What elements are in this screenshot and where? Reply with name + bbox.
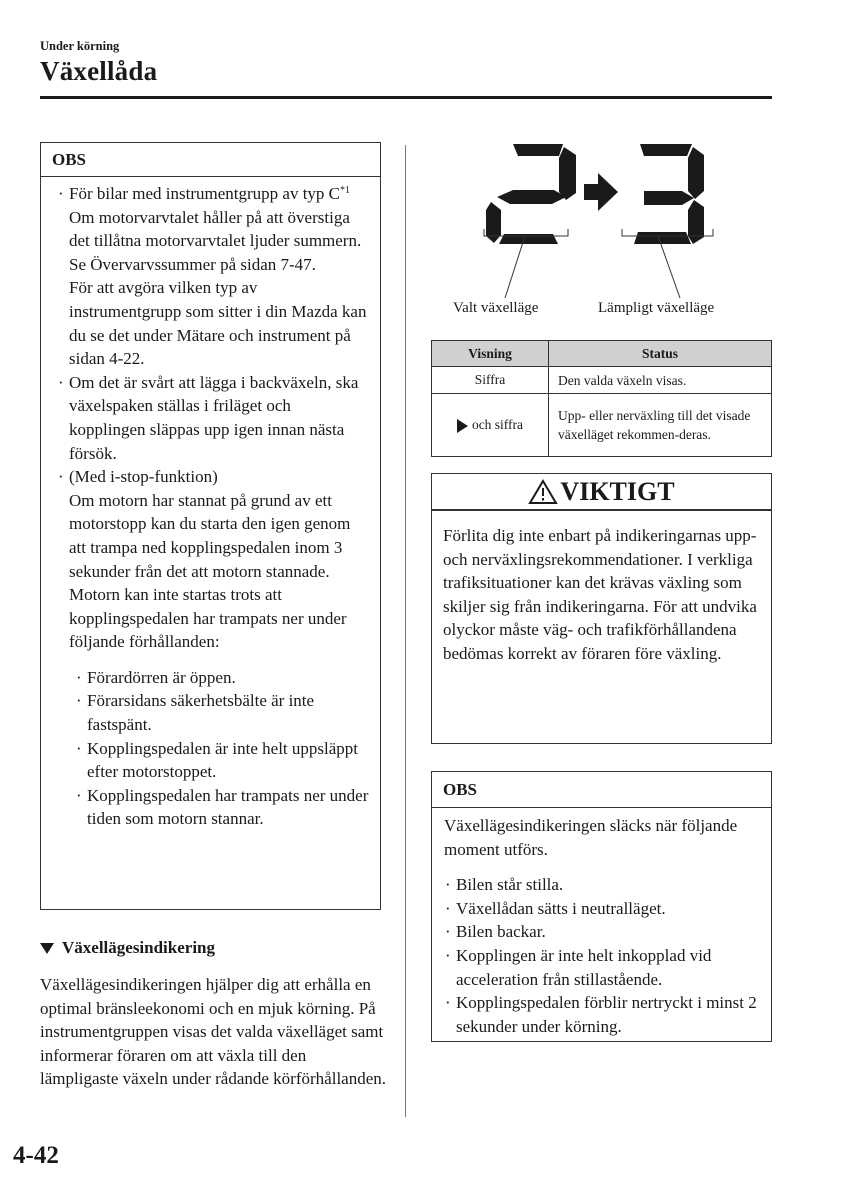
table-cell: Den valda växeln visas. <box>549 367 772 394</box>
page-title: Växellåda <box>40 56 158 86</box>
table-row <box>432 367 772 394</box>
page-number: 4-42 <box>13 1142 59 1169</box>
list-item: · Växellådan sätts i neutralläget. <box>444 897 760 921</box>
sub-list-item: · Kopplingspedalen är inte helt uppsläppt efter motorstoppet. <box>75 737 370 784</box>
sub-list <box>57 666 370 831</box>
status-table <box>431 340 772 457</box>
obs-list <box>444 873 760 1038</box>
list-item <box>57 371 370 465</box>
bullet-text: För att avgöra vilken typ av instrumentgrupp som sitter i din Mazda kan du se det under Mätare och instrument på sidan 4-22. <box>69 278 367 369</box>
list-item: · Kopplingspedalen förblir nertryckt i minst 2 sekunder under körning. <box>444 991 760 1038</box>
bullet-text: · Om det är svårt att lägga i backväxeln, ska växelspaken ställas i friläget och kopplingen släppas upp igen innan nästa försök. <box>69 372 359 463</box>
bullet-text: Om motorn har stannat på grund av ett motorstopp kan du starta den igen genom att trampa ned kopplingspedalen inom 3 sekunder från det att motorn stannade. <box>69 490 351 581</box>
bullet-text: Se Övervarvssummer på sidan 7-47. <box>69 254 316 274</box>
label-current-gear: Valt växelläge <box>453 300 539 316</box>
list-item: · Bilen backar. <box>444 920 760 944</box>
obs-body <box>432 808 771 1038</box>
section-heading-text: Växellägesindikering <box>62 938 216 957</box>
section-paragraph: Växellägesindikeringen hjälper dig att erhålla en optimal bränsleekonomi och en mjuk körning. På instrumentgruppen visas det valda växelläget samt informerar föraren om att växla till den lämpligaste växeln under rådande körförhållanden. <box>40 975 387 1089</box>
obs-note-box-right <box>431 771 772 1042</box>
gear-indicator-figure <box>470 140 730 248</box>
upshift-arrow-icon <box>584 173 618 211</box>
column-divider <box>405 145 406 1117</box>
table-cell: Upp- eller nerväxling till det visade växelläget rekommen-deras. <box>549 394 772 457</box>
bullet-text: · (Med i-stop-funktion) <box>69 467 218 487</box>
table-cell: Siffra <box>432 367 549 394</box>
bullet-text: Motorn kan inte startas trots att kopplingspedalen har trampats ner under följande förhållanden: <box>69 585 347 652</box>
section-heading <box>40 938 215 958</box>
warning-triangle-icon <box>528 479 558 505</box>
obs-intro: Växellägesindikeringen släcks när följande moment utförs. <box>444 816 738 859</box>
column-header: Visning <box>432 341 549 367</box>
obs-body <box>41 177 380 831</box>
table-header-row <box>432 341 772 367</box>
list-item: · Kopplingen är inte helt inkopplad vid acceleration från stillastående. <box>444 944 760 991</box>
title-rule <box>40 96 772 99</box>
column-header: Status <box>549 341 772 367</box>
table-cell: och siffra <box>432 394 549 457</box>
list-item <box>57 182 370 371</box>
list-item: · Bilen står stilla. <box>444 873 760 897</box>
triangle-down-icon <box>40 943 54 954</box>
arrow-right-icon <box>457 419 468 433</box>
callout-lines <box>440 236 700 306</box>
warning-text: Förlita dig inte enbart på indikeringarnas upp- och nerväxlingsrekommendationer. I verkliga trafiksituationer kan det krävas växling som skiljer sig från indikeringarna. För att undvika olyckor måste väg- och trafikförhållandena bedömas korrekt av föraren före växling. <box>443 526 757 663</box>
obs-note-box-left <box>40 142 381 910</box>
footnote-marker: *1 <box>340 185 351 196</box>
sub-list-item: · Kopplingspedalen har trampats ner under tiden som motorn stannar. <box>75 784 370 831</box>
bullet-text: Om motorvarvtalet håller på att överstiga det tillåtna motorvarvtalet ljuder summern. <box>69 207 362 251</box>
label-suggested-gear: Lämpligt växelläge <box>598 300 715 316</box>
obs-heading: OBS <box>41 143 380 177</box>
obs-heading: OBS <box>432 772 771 808</box>
sub-list-item: · Förardörren är öppen. <box>75 666 370 690</box>
list-item <box>57 465 370 654</box>
seven-segment-digit-suggested <box>634 144 704 244</box>
warning-heading-text: VIKTIGT <box>560 476 675 506</box>
seven-segment-digit-current <box>486 144 576 244</box>
bullet-text: För bilar med instrumentgrupp av typ C <box>69 184 341 203</box>
warning-box <box>431 473 772 744</box>
table-row <box>432 394 772 457</box>
sub-list-item: · Förarsidans säkerhetsbälte är inte fastspänt. <box>75 689 370 736</box>
section-label: Under körning <box>40 39 120 53</box>
warning-heading <box>432 474 771 511</box>
